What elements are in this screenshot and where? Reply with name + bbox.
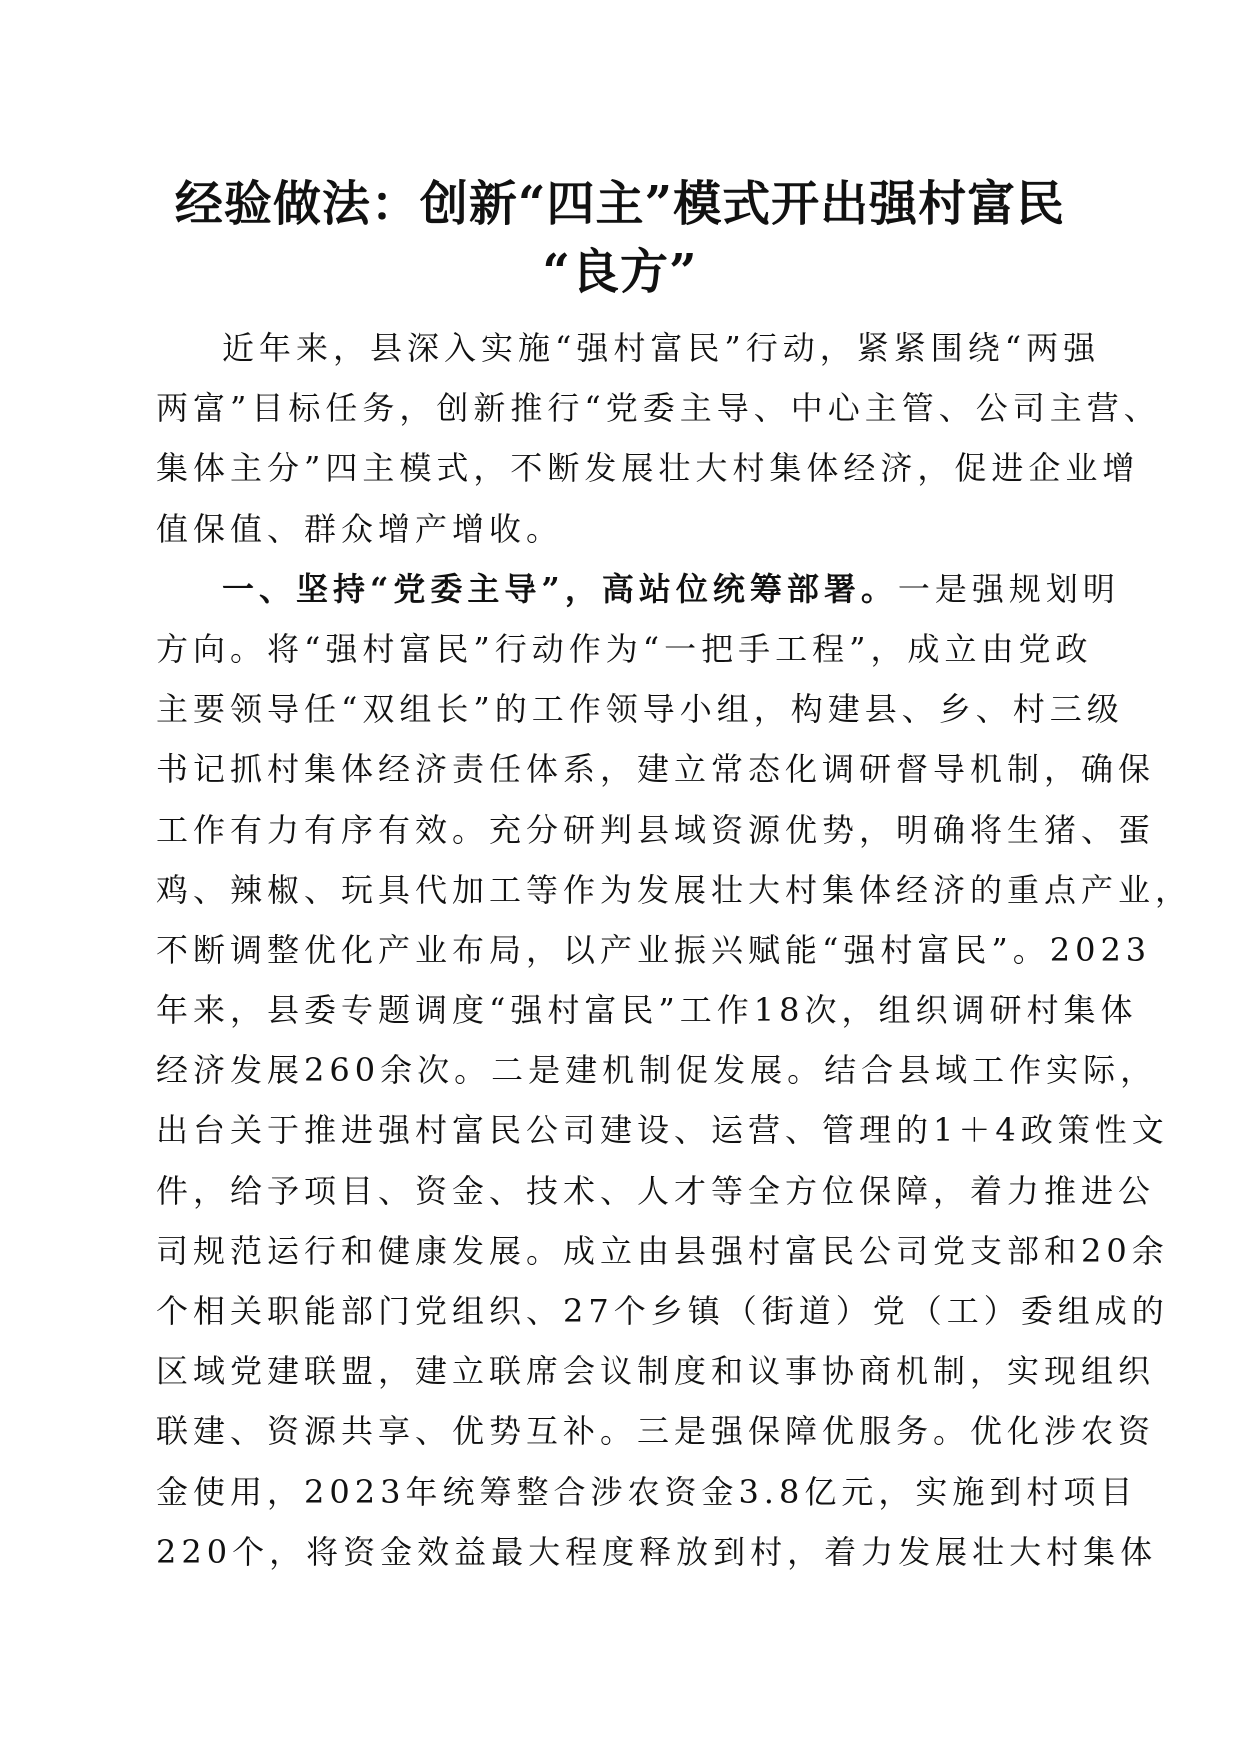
paragraph-line: 司规范运行和健康发展。成立由县强村富民公司党支部和20余 [156, 1231, 1169, 1270]
paragraph-line: 金使用，2023年统筹整合涉农资金3.8亿元，实施到村项目 [156, 1472, 1138, 1511]
title-line-2: “良方” [542, 244, 698, 300]
paragraph-line: 工作有力有序有效。充分研判县域资源优势，明确将生猪、蛋 [156, 810, 1156, 849]
paragraph-line: 年来，县委专题调度“强村富民”工作18次，组织调研村集体 [156, 991, 1138, 1030]
paragraph-line: 近年来，县深入实施“强村富民”行动，紧紧围绕“两强 [222, 329, 1101, 367]
paragraph-line: 区域党建联盟，建立联席会议制度和议事协商机制，实现组织 [156, 1352, 1156, 1391]
section-first-line [156, 559, 1120, 619]
paragraph-line: 主要领导任“双组长”的工作领导小组，构建县、乡、村三级 [156, 690, 1124, 729]
paragraph-line: 经济发展260余次。二是建机制促发展。结合县域工作实际， [156, 1051, 1158, 1090]
paragraph-line: 方向。将“强村富民”行动作为“一把手工程”，成立由党政 [156, 629, 1093, 668]
section-heading-continuation: 一是强规划明 [897, 569, 1120, 608]
title-line-1: 经验做法：创新“四主”模式开出强村富民 [174, 176, 1066, 232]
paragraph-line: 个相关职能部门党组织、27个乡镇（街道）党（工）委组成的 [156, 1292, 1169, 1330]
paragraph-line: 不断调整优化产业布局，以产业振兴赋能“强村富民”。2023 [156, 930, 1152, 969]
paragraph-line: 件，给予项目、资金、技术、人才等全方位保障，着力推进公 [156, 1171, 1156, 1210]
paragraph-line: 两富”目标任务，创新推行“党委主导、中心主管、公司主营、 [156, 389, 1161, 428]
section-heading: 一、坚持“党委主导”，高站位统筹部署。 [222, 569, 898, 608]
paragraph-line: 220个，将资金效益最大程度释放到村，着力发展壮大村集体 [156, 1532, 1158, 1571]
document-title [150, 170, 1090, 306]
paragraph-line: 值保值、群众增产增收。 [156, 509, 564, 548]
paragraph-line: 出台关于推进强村富民公司建设、运营、管理的1＋4政策性文 [156, 1111, 1169, 1150]
paragraph-line: 联建、资源共享、优势互补。三是强保障优服务。优化涉农资 [156, 1412, 1156, 1451]
paragraph-line: 鸡、辣椒、玩具代加工等作为发展壮大村集体经济的重点产业， [156, 870, 1193, 909]
paragraph-line: 书记抓村集体经济责任体系，建立常态化调研督导机制，确保 [156, 750, 1156, 789]
document-body [156, 318, 1193, 1582]
paragraph-line: 集体主分”四主模式，不断发展壮大村集体经济，促进企业增 [156, 449, 1140, 488]
